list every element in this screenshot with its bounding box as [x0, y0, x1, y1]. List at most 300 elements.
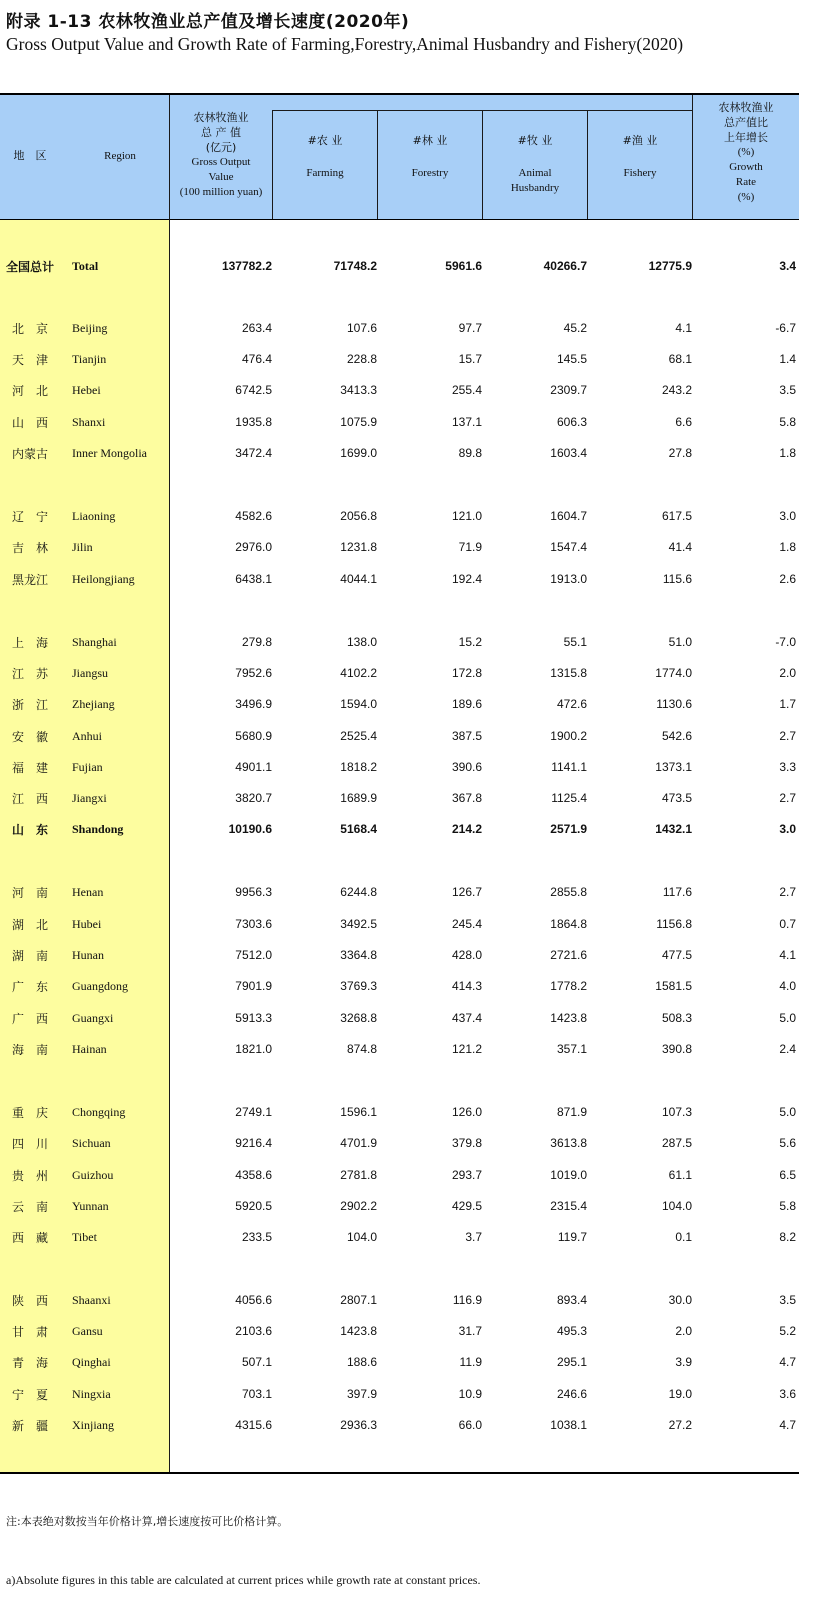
header-total — [170, 110, 272, 200]
cell-farming: 874.8 — [346, 1042, 377, 1056]
cell-animal: 45.2 — [563, 321, 587, 335]
cell-total: 5913.3 — [235, 1011, 272, 1025]
cell-growth: 3.0 — [779, 822, 796, 836]
region-name-cn: 贵 州 — [11, 1169, 48, 1183]
cell-animal: 2315.4 — [550, 1199, 587, 1213]
cell-animal: 1125.4 — [551, 791, 587, 805]
cell-animal: 2855.8 — [550, 885, 587, 899]
cell-growth: 2.7 — [779, 885, 796, 899]
table-row — [0, 1227, 799, 1247]
cell-total: 5920.5 — [235, 1199, 272, 1213]
cell-animal: 3613.8 — [550, 1136, 587, 1150]
footnote-en: a)Absolute figures in this table are calculated at current prices while growth rate at constant prices. — [6, 1573, 481, 1587]
header-total-cn-2: 总 产 值 — [201, 126, 241, 139]
cell-animal: 40266.7 — [543, 259, 587, 273]
table-row — [0, 1415, 799, 1435]
region-name-cn: 吉 林 — [11, 541, 48, 555]
cell-fishery: 287.5 — [661, 1136, 692, 1150]
cell-growth: 2.7 — [779, 791, 796, 805]
region-name-cn: 四 川 — [11, 1137, 48, 1151]
table-row — [0, 788, 799, 808]
cell-farming: 2056.8 — [340, 509, 377, 523]
table-row — [0, 380, 799, 400]
region-name-en: Guangdong — [72, 979, 128, 993]
header-total-en-2: Value — [208, 171, 234, 183]
subheader-rule — [272, 110, 692, 111]
region-name-en: Shaanxi — [72, 1293, 111, 1307]
cell-forestry: 31.7 — [458, 1324, 482, 1338]
cell-growth: 2.7 — [779, 729, 796, 743]
region-name-en: Yunnan — [72, 1199, 109, 1213]
cell-total: 9216.4 — [235, 1136, 272, 1150]
cell-farming: 2781.8 — [340, 1168, 377, 1182]
cell-animal: 145.5 — [556, 352, 587, 366]
cell-fishery: 41.4 — [668, 540, 692, 554]
cell-growth: 2.0 — [779, 666, 796, 680]
region-name-cn: 宁 夏 — [11, 1388, 48, 1402]
region-name-en: Guizhou — [72, 1168, 114, 1182]
cell-total: 6438.1 — [235, 572, 272, 586]
cell-forestry: 11.9 — [459, 1355, 482, 1369]
cell-total: 7901.9 — [235, 979, 272, 993]
cell-forestry: 428.0 — [451, 948, 482, 962]
region-name-en: Shandong — [72, 822, 124, 836]
cell-forestry: 15.2 — [458, 635, 482, 649]
table-row — [0, 882, 799, 902]
table-row — [0, 537, 799, 557]
cell-animal: 2309.7 — [550, 383, 587, 397]
cell-total: 4315.6 — [235, 1418, 272, 1432]
header-growth-cn-4: (%) — [737, 146, 755, 158]
region-name-en: Chongqing — [72, 1105, 126, 1119]
cell-animal: 246.6 — [556, 1387, 587, 1401]
header-growth-en-3: (%) — [737, 191, 755, 203]
cell-fishery: 477.5 — [661, 948, 692, 962]
cell-fishery: 2.0 — [675, 1324, 692, 1338]
cell-fishery: 542.6 — [661, 729, 692, 743]
header-growth-cn-2: 总产值比 — [724, 116, 768, 129]
cell-animal: 871.9 — [556, 1105, 587, 1119]
cell-animal: 119.7 — [557, 1230, 587, 1244]
region-name-cn: 江 西 — [11, 792, 48, 806]
header-fishery-en: Fishery — [623, 167, 657, 179]
cell-total: 3496.9 — [235, 697, 272, 711]
cell-growth: 1.4 — [779, 352, 796, 366]
cell-forestry: 126.7 — [451, 885, 482, 899]
cell-total: 3472.4 — [235, 446, 272, 460]
cell-growth: 5.6 — [779, 1136, 796, 1150]
cell-total: 3820.7 — [235, 791, 272, 805]
region-name-en: Zhejiang — [72, 697, 115, 711]
region-column-background — [0, 220, 169, 1472]
table-row — [0, 412, 799, 432]
cell-forestry: 214.2 — [451, 822, 482, 836]
cell-fishery: 243.2 — [661, 383, 692, 397]
cell-growth: 3.5 — [779, 383, 796, 397]
cell-fishery: 1156.8 — [656, 917, 692, 931]
cell-growth: 3.0 — [779, 509, 796, 523]
table-row — [0, 506, 799, 526]
cell-total: 7952.6 — [235, 666, 272, 680]
cell-forestry: 414.3 — [451, 979, 482, 993]
table-row — [0, 1165, 799, 1185]
cell-fishery: 6.6 — [675, 415, 692, 429]
table-row — [0, 945, 799, 965]
region-name-en: Liaoning — [72, 509, 116, 523]
header-farming-en: Farming — [306, 167, 344, 179]
region-name-cn: 山 东 — [11, 823, 48, 837]
table-row — [0, 632, 799, 652]
cell-growth: 5.8 — [779, 1199, 796, 1213]
region-name-en: Hunan — [72, 948, 104, 962]
cell-fishery: 1373.1 — [655, 760, 692, 774]
header-growth-cn-1: 农林牧渔业 — [718, 101, 774, 114]
cell-fishery: 1130.6 — [656, 697, 692, 711]
cell-farming: 1231.8 — [340, 540, 377, 554]
header-region-en: Region — [104, 150, 136, 162]
cell-animal: 606.3 — [556, 415, 587, 429]
region-name-en: Gansu — [72, 1324, 103, 1338]
cell-forestry: 3.7 — [465, 1230, 482, 1244]
footnote-cn: 注:本表绝对数按当年价格计算,增长速度按可比价格计算。 — [6, 1515, 289, 1528]
cell-total: 6742.5 — [235, 383, 272, 397]
cell-growth: 3.6 — [779, 1387, 796, 1401]
cell-growth: 1.8 — [779, 446, 796, 460]
cell-growth: 3.4 — [779, 259, 796, 273]
cell-total: 4056.6 — [235, 1293, 272, 1307]
cell-forestry: 245.4 — [451, 917, 482, 931]
region-name-en: Sichuan — [72, 1136, 111, 1150]
table-row — [0, 914, 799, 934]
cell-farming: 3769.3 — [340, 979, 377, 993]
region-name-cn: 新 疆 — [11, 1419, 48, 1433]
header-animal — [483, 133, 587, 196]
cell-fishery: 3.9 — [675, 1355, 692, 1369]
cell-fishery: 30.0 — [668, 1293, 692, 1307]
header-growth-en-1: Growth — [729, 161, 763, 173]
cell-forestry: 367.8 — [451, 791, 482, 805]
cell-animal: 472.6 — [556, 697, 587, 711]
header-growth — [693, 100, 799, 205]
cell-forestry: 126.0 — [451, 1105, 482, 1119]
region-name-cn: 湖 北 — [11, 918, 48, 932]
cell-animal: 1547.4 — [550, 540, 587, 554]
cell-animal: 1913.0 — [550, 572, 587, 586]
cell-forestry: 10.9 — [458, 1387, 482, 1401]
cell-growth: -7.0 — [775, 635, 796, 649]
cell-farming: 3492.5 — [340, 917, 377, 931]
cell-farming: 2936.3 — [340, 1418, 377, 1432]
page-title-en: Gross Output Value and Growth Rate of Farming,Forestry,Animal Husbandry and Fishery(2020) — [6, 34, 684, 54]
table-header-rule — [0, 219, 799, 220]
cell-farming: 2902.2 — [340, 1199, 377, 1213]
region-name-en: Qinghai — [72, 1355, 111, 1369]
header-animal-en-2: Husbandry — [510, 182, 560, 194]
cell-growth: 0.7 — [779, 917, 796, 931]
table-row — [0, 757, 799, 777]
cell-fishery: 390.8 — [661, 1042, 692, 1056]
region-name-cn: 江 苏 — [11, 667, 48, 681]
header-total-cn-1: 农林牧渔业 — [193, 111, 249, 124]
cell-fishery: 104.0 — [661, 1199, 692, 1213]
region-name-cn: 湖 南 — [11, 949, 48, 963]
cell-total: 233.5 — [241, 1230, 272, 1244]
cell-total: 4582.6 — [235, 509, 272, 523]
cell-farming: 228.8 — [346, 352, 377, 366]
cell-farming: 2525.4 — [340, 729, 377, 743]
cell-forestry: 255.4 — [451, 383, 482, 397]
cell-animal: 1603.4 — [550, 446, 587, 460]
table-row — [0, 1039, 799, 1059]
table-row — [0, 443, 799, 463]
cell-animal: 1315.8 — [550, 666, 587, 680]
cell-forestry: 192.4 — [451, 572, 482, 586]
region-name-en: Fujian — [72, 760, 103, 774]
cell-animal: 893.4 — [556, 1293, 587, 1307]
region-name-en: Jiangxi — [72, 791, 107, 805]
cell-fishery: 1581.5 — [655, 979, 692, 993]
cell-farming: 1818.2 — [340, 760, 377, 774]
cell-total: 476.4 — [241, 352, 272, 366]
region-name-cn: 山 西 — [11, 416, 48, 430]
cell-animal: 1038.1 — [550, 1418, 587, 1432]
table-row — [0, 694, 799, 714]
region-name-en: Hainan — [72, 1042, 107, 1056]
cell-growth: 3.5 — [779, 1293, 796, 1307]
cell-fishery: 61.1 — [668, 1168, 692, 1182]
cell-animal: 1778.2 — [550, 979, 587, 993]
region-name-cn: 西 藏 — [11, 1231, 48, 1245]
table-row — [0, 256, 799, 276]
cell-growth: 4.7 — [779, 1418, 796, 1432]
cell-fishery: 107.3 — [661, 1105, 692, 1119]
cell-growth: -6.7 — [775, 321, 796, 335]
table-row — [0, 1352, 799, 1372]
region-name-en: Jiangsu — [72, 666, 108, 680]
header-growth-cn-3: 上年增长 — [724, 131, 768, 144]
cell-fishery: 27.2 — [668, 1418, 692, 1432]
cell-forestry: 293.7 — [451, 1168, 482, 1182]
cell-total: 5680.9 — [235, 729, 272, 743]
page-title-cn: 附录 1-13 农林牧渔业总产值及增长速度(2020年) — [6, 12, 410, 32]
header-region-cn: 地 区 — [13, 149, 47, 162]
cell-farming: 397.9 — [346, 1387, 377, 1401]
region-name-cn: 全国总计 — [5, 260, 54, 274]
region-name-cn: 浙 江 — [11, 698, 48, 712]
cell-farming: 188.6 — [346, 1355, 377, 1369]
cell-farming: 6244.8 — [340, 885, 377, 899]
table-row — [0, 819, 799, 839]
cell-farming: 1075.9 — [340, 415, 377, 429]
cell-growth: 5.2 — [779, 1324, 796, 1338]
cell-fishery: 51.0 — [668, 635, 692, 649]
cell-fishery: 27.8 — [668, 446, 692, 460]
header-forestry-cn: #林 业 — [412, 134, 448, 147]
header-growth-en-2: Rate — [735, 176, 757, 188]
cell-farming: 4701.9 — [340, 1136, 377, 1150]
region-name-cn: 福 建 — [11, 761, 48, 775]
region-name-cn: 甘 肃 — [11, 1325, 48, 1339]
region-name-cn: 黑龙江 — [11, 573, 48, 587]
header-total-en-1: Gross Output — [191, 156, 251, 168]
cell-total: 1935.8 — [235, 415, 272, 429]
cell-farming: 4102.2 — [340, 666, 377, 680]
cell-growth: 1.7 — [779, 697, 796, 711]
cell-forestry: 89.8 — [458, 446, 482, 460]
cell-growth: 1.8 — [779, 540, 796, 554]
cell-animal: 1019.0 — [550, 1168, 587, 1182]
cell-forestry: 121.0 — [451, 509, 482, 523]
region-name-en: Jilin — [72, 540, 93, 554]
region-name-cn: 重 庆 — [11, 1106, 48, 1120]
cell-total: 4358.6 — [235, 1168, 272, 1182]
table-row — [0, 569, 799, 589]
region-name-en: Xinjiang — [72, 1418, 114, 1432]
cell-forestry: 97.7 — [458, 321, 482, 335]
cell-forestry: 379.8 — [451, 1136, 482, 1150]
cell-total: 263.4 — [241, 321, 272, 335]
region-name-en: Hebei — [72, 383, 101, 397]
region-name-cn: 北 京 — [11, 322, 48, 336]
cell-total: 9956.3 — [235, 885, 272, 899]
region-name-cn: 河 南 — [11, 886, 48, 900]
cell-animal: 1423.8 — [550, 1011, 587, 1025]
table-row — [0, 1290, 799, 1310]
cell-farming: 3268.8 — [340, 1011, 377, 1025]
header-total-cn-3: (亿元) — [205, 141, 237, 154]
cell-animal: 495.3 — [556, 1324, 587, 1338]
cell-forestry: 429.5 — [451, 1199, 482, 1213]
cell-growth: 2.4 — [779, 1042, 796, 1056]
cell-forestry: 66.0 — [458, 1418, 482, 1432]
cell-total: 4901.1 — [235, 760, 272, 774]
region-name-en: Ningxia — [72, 1387, 111, 1401]
cell-fishery: 508.3 — [661, 1011, 692, 1025]
cell-animal: 357.1 — [556, 1042, 587, 1056]
cell-animal: 2571.9 — [550, 822, 587, 836]
cell-forestry: 390.6 — [451, 760, 482, 774]
cell-total: 2749.1 — [235, 1105, 272, 1119]
region-name-cn: 上 海 — [11, 636, 48, 650]
cell-growth: 5.0 — [779, 1105, 796, 1119]
cell-forestry: 387.5 — [451, 729, 482, 743]
cell-fishery: 617.5 — [661, 509, 692, 523]
cell-total: 2103.6 — [235, 1324, 272, 1338]
table-row — [0, 1008, 799, 1028]
table-bottom-rule — [0, 1472, 799, 1474]
table-row — [0, 318, 799, 338]
table-row — [0, 1196, 799, 1216]
cell-growth: 5.8 — [779, 415, 796, 429]
cell-total: 2976.0 — [235, 540, 272, 554]
cell-farming: 1596.1 — [340, 1105, 377, 1119]
table-row — [0, 1384, 799, 1404]
cell-growth: 8.2 — [779, 1230, 796, 1244]
cell-growth: 4.7 — [779, 1355, 796, 1369]
cell-fishery: 12775.9 — [648, 259, 692, 273]
cell-growth: 4.1 — [779, 948, 796, 962]
cell-animal: 295.1 — [556, 1355, 587, 1369]
region-name-en: Total — [72, 259, 99, 273]
cell-farming: 104.0 — [346, 1230, 377, 1244]
region-name-cn: 河 北 — [11, 384, 48, 398]
cell-total: 1821.0 — [235, 1042, 272, 1056]
table-row — [0, 663, 799, 683]
region-name-cn: 广 西 — [11, 1012, 48, 1026]
region-name-en: Inner Mongolia — [72, 446, 147, 460]
cell-growth: 5.0 — [779, 1011, 796, 1025]
header-farming-cn: #农 业 — [307, 134, 343, 147]
cell-forestry: 15.7 — [458, 352, 482, 366]
cell-farming: 1423.8 — [340, 1324, 377, 1338]
region-name-en: Shanghai — [72, 635, 117, 649]
cell-fishery: 1432.1 — [655, 822, 692, 836]
cell-fishery: 473.5 — [661, 791, 692, 805]
cell-animal: 1864.8 — [550, 917, 587, 931]
header-fishery — [588, 133, 692, 181]
header-total-en-3: (100 million yuan) — [179, 186, 263, 198]
cell-fishery: 19.0 — [668, 1387, 692, 1401]
region-name-cn: 辽 宁 — [11, 510, 48, 524]
cell-farming: 1699.0 — [340, 446, 377, 460]
cell-forestry: 189.6 — [451, 697, 482, 711]
table-row — [0, 1102, 799, 1122]
region-name-en: Heilongjiang — [72, 572, 135, 586]
cell-animal: 1141.1 — [551, 760, 587, 774]
cell-farming: 3364.8 — [340, 948, 377, 962]
table-top-rule — [0, 93, 799, 95]
region-name-cn: 内蒙古 — [11, 447, 48, 461]
region-name-en: Shanxi — [72, 415, 106, 429]
cell-animal: 2721.6 — [550, 948, 587, 962]
cell-growth: 6.5 — [779, 1168, 796, 1182]
table-row — [0, 976, 799, 996]
cell-growth: 4.0 — [779, 979, 796, 993]
cell-total: 7303.6 — [235, 917, 272, 931]
cell-farming: 1594.0 — [340, 697, 377, 711]
cell-farming: 4044.1 — [340, 572, 377, 586]
region-name-en: Anhui — [72, 729, 102, 743]
region-name-cn: 广 东 — [11, 980, 48, 994]
region-name-cn: 海 南 — [11, 1043, 48, 1057]
header-animal-en-1: Animal — [518, 167, 552, 179]
cell-farming: 107.6 — [346, 321, 377, 335]
cell-farming: 2807.1 — [340, 1293, 377, 1307]
cell-forestry: 137.1 — [451, 415, 482, 429]
cell-growth: 2.6 — [779, 572, 796, 586]
cell-forestry: 121.2 — [451, 1042, 482, 1056]
table-row — [0, 1321, 799, 1341]
header-forestry-en: Forestry — [411, 167, 449, 179]
header-animal-cn: #牧 业 — [517, 134, 553, 147]
header-fishery-cn: #渔 业 — [622, 134, 658, 147]
cell-forestry: 172.8 — [451, 666, 482, 680]
cell-fishery: 115.6 — [662, 572, 692, 586]
cell-forestry: 5961.6 — [445, 259, 482, 273]
region-name-cn: 陕 西 — [11, 1294, 48, 1308]
cell-fishery: 0.1 — [675, 1230, 692, 1244]
cell-total: 10190.6 — [228, 822, 272, 836]
region-name-cn: 青 海 — [11, 1356, 48, 1370]
cell-animal: 55.1 — [563, 635, 587, 649]
table-row — [0, 1133, 799, 1153]
cell-farming: 5168.4 — [340, 822, 377, 836]
cell-animal: 1900.2 — [550, 729, 587, 743]
cell-total: 137782.2 — [221, 259, 272, 273]
cell-fishery: 1774.0 — [655, 666, 692, 680]
table-row — [0, 726, 799, 746]
region-name-en: Guangxi — [72, 1011, 114, 1025]
